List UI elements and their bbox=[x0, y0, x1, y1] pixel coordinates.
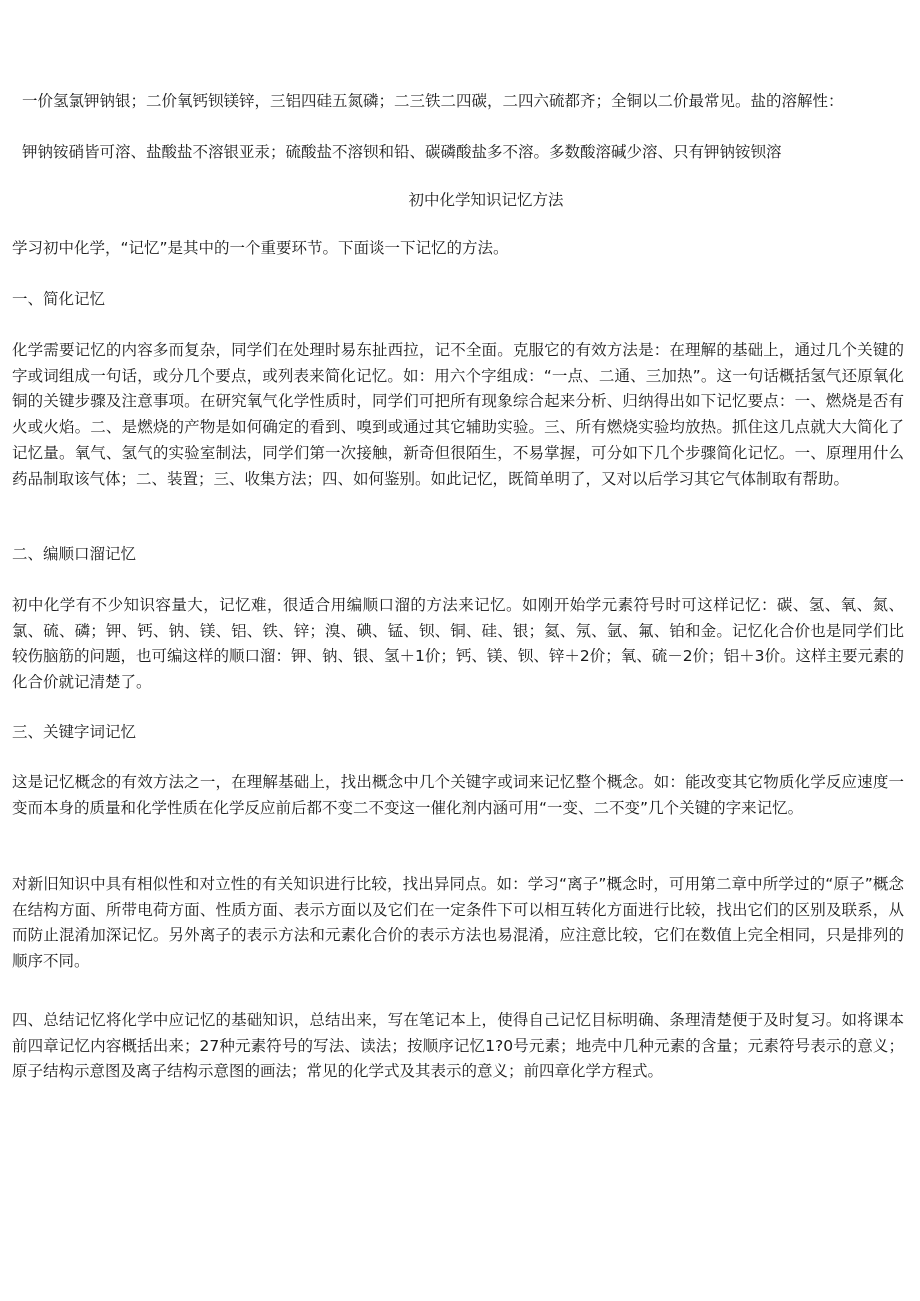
section1-body: 化学需要记忆的内容多而复杂，同学们在处理时易东扯西拉，记不全面。克服它的有效方法是：在理解的基础上，通过几个关键的字或词组成一句话，或分几个要点，或列表来简化记忆。如：用六个字组成：“一点、二通、三加热”。这一句话概括氢气还原氧化铜的关键步骤及注意事项。在研究氧气化学性质时，同学们可把所有现象综合起来分析、归纳得出如下记忆要点：一、燃烧是否有火或火焰。二、是燃烧的产物是如何确定的看到、嗅到或通过其它辅助实验。三、所有燃烧实验均放热。抓住这几点就大大简化了记忆量。氧气、氢气的实验室制法，同学们第一次接触，新奇但很陌生，不易掌握，可分如下几个步骤简化记忆。一、原理用什么药品制取该气体；二、装置；三、收集方法；四、如何鉴别。如此记忆，既简单明了，又对以后学习其它气体制取有帮助。 bbox=[12, 341, 904, 488]
section1-heading: 一、简化记忆 bbox=[12, 290, 106, 308]
section2-body: 初中化学有不少知识容量大，记忆难，很适合用编顺口溜的方法来记忆。如刚开始学元素符号时可这样记忆：碳、氢、氧、氮、氯、硫、磷；钾、钙、钠、镁、铝、铁、锌；溴、碘、锰、钡、铜、硅、银；氦、氖、氩、氟、铂和金。记忆化合价也是同学们比较伤脑筋的问题，也可编这样的顺口溜：钾、钠、银、氢＋1价；钙、镁、钡、锌＋2价；氧、硫－2价；铝＋3价。这样主要元素的化合价就记清楚了。 bbox=[12, 596, 904, 692]
section3-body-1: 这是记忆概念的有效方法之一，在理解基础上，找出概念中几个关键字或词来记忆整个概念。如：能改变其它物质化学反应速度一变而本身的质量和化学性质在化学反应前后都不变二不变这一催化剂内涵可用“一变、二不变”几个关键的字来记忆。 bbox=[12, 773, 904, 817]
page-title: 初中化学知识记忆方法 bbox=[408, 191, 564, 209]
section4-body: 四、总结记忆将化学中应记忆的基础知识，总结出来，写在笔记本上，使得自己记忆目标明确、条理清楚便于及时复习。如将课本前四章记忆内容概括出来；27种元素符号的写法、读法；按顺序记忆1?0号元素；地壳中几种元素的含量；元素符号表示的意义；原子结构示意图及离子结构示意图的画法；常见的化学式及其表示的意义；前四章化学方程式。 bbox=[12, 1011, 904, 1081]
valence-mnemonic: 一价氢氯钾钠银；二价氧钙钡镁锌，三铝四硅五氮磷；二三铁二四碳，二四六硫都齐；全铜以二价最常见。盐的溶解性： bbox=[22, 92, 844, 110]
solubility-mnemonic: 钾钠铵硝皆可溶、盐酸盐不溶银亚汞；硫酸盐不溶钡和铅、碳磷酸盐多不溶。多数酸溶碱少溶、只有钾钠铵钡溶 bbox=[22, 143, 782, 161]
section3-body-2: 对新旧知识中具有相似性和对立性的有关知识进行比较，找出异同点。如：学习“离子”概念时，可用第二章中所学过的“原子”概念在结构方面、所带电荷方面、性质方面、表示方面以及它们在一定条件下可以相互转化方面进行比较，找出它们的区别及联系，从而防止混淆加深记忆。另外离子的表示方法和元素化合价的表示方法也易混淆，应注意比较，它们在数值上完全相同，只是排列的顺序不同。 bbox=[12, 875, 904, 971]
lead-paragraph: 学习初中化学，“记忆”是其中的一个重要环节。下面谈一下记忆的方法。 bbox=[12, 239, 509, 257]
section2-heading: 二、编顺口溜记忆 bbox=[12, 545, 137, 563]
section3-heading: 三、关键字词记忆 bbox=[12, 723, 137, 741]
